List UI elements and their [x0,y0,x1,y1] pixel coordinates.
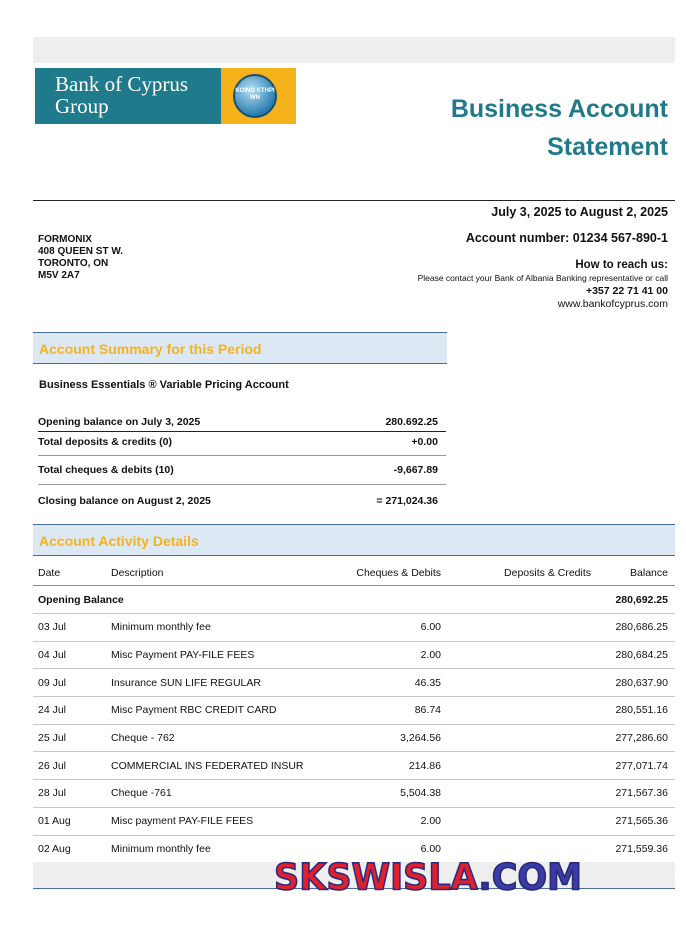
txn-balance: 277,071.74 [615,759,668,772]
account-number: Account number: 01234 567-890-1 [465,231,668,245]
txn-balance: 280,637.90 [615,676,668,689]
summary-row [38,432,446,456]
table-row [33,642,675,670]
txn-description: COMMERCIAL INS FEDERATED INSUR [111,759,304,772]
summary-row [38,456,446,485]
page-title [451,90,668,166]
logo-line-2: Group [55,94,109,118]
summary-value: +0.00 [411,436,438,448]
contact-note: Please contact your Bank of Albania Banking representative or call [417,273,668,283]
watermark-tld: COM [491,857,582,899]
address-city: TORONTO, ON [38,258,109,269]
logo-wordmark [35,68,221,124]
table-row [33,808,675,836]
txn-description: Insurance SUN LIFE REGULAR [111,676,261,689]
txn-debit: 6.00 [420,842,441,855]
customer-address [38,234,123,282]
customer-name: FORMONIX [38,234,92,245]
txn-debit: 5,504.38 [400,787,441,800]
txn-balance: 280,551.16 [615,704,668,717]
txn-description: Misc payment PAY-FILE FEES [111,815,254,828]
summary-row [38,412,446,432]
txn-debit: 6.00 [420,621,441,634]
opening-balance-row [33,586,675,614]
address-street: 408 QUEEN ST W. [38,246,124,257]
coin-emblem-icon: KOINO KTHPI WN [233,74,277,118]
summary-value: 280.692.25 [385,416,438,428]
col-description: Description [111,566,164,579]
txn-date: 09 Jul [38,676,67,689]
summary-label: Closing balance on August 2, 2025 [38,495,211,507]
statement-period: July 3, 2025 to August 2, 2025 [491,205,668,219]
title-line-2: Statement [547,133,668,161]
summary-value: -9,667.89 [393,464,438,476]
contact-website: www.bankofcyprus.com [557,298,668,310]
txn-description: Cheque - 762 [111,732,175,745]
watermark-main: SKSWISLA [274,857,479,899]
summary-label: Total cheques & debits (10) [38,464,174,476]
col-debits: Cheques & Debits [356,566,441,579]
table-row [33,669,675,697]
txn-balance: 271,559.36 [615,842,668,855]
txn-debit: 2.00 [420,815,441,828]
col-balance: Balance [630,566,668,579]
activity-rows [33,614,675,863]
txn-date: 01 Aug [38,815,71,828]
txn-description: Minimum monthly fee [111,621,211,634]
txn-balance: 271,567.36 [615,787,668,800]
account-type: Business Essentials ® Variable Pricing Account [39,379,289,391]
col-credits: Deposits & Credits [504,566,591,579]
txn-debit: 214.86 [408,759,441,772]
opening-balance: 280,692.25 [615,593,668,606]
watermark-dot: . [478,857,492,899]
summary-table [38,412,446,512]
txn-date: 04 Jul [38,649,67,662]
summary-value: = 271,024.36 [376,495,438,507]
txn-description: Misc Payment PAY-FILE FEES [111,649,255,662]
txn-description: Misc Payment RBC CREDIT CARD [111,704,277,717]
txn-description: Cheque -761 [111,787,172,800]
header-band [33,37,675,63]
txn-balance: 280,684.25 [615,649,668,662]
watermark [274,857,582,899]
opening-label: Opening Balance [38,593,124,606]
txn-debit: 46.35 [414,676,441,689]
activity-heading: Account Activity Details [33,524,675,556]
address-postal: M5V 2A7 [38,270,80,281]
logo-badge [221,68,296,124]
contact-info [418,259,668,311]
table-row [33,697,675,725]
txn-balance: 271,565.36 [615,815,668,828]
title-line-1: Business Account [450,95,668,123]
summary-label: Total deposits & credits (0) [38,436,172,448]
table-row [33,780,675,808]
table-row [33,752,675,780]
txn-debit: 3,264.56 [400,732,441,745]
txn-balance: 280,686.25 [615,621,668,634]
table-row [33,725,675,753]
summary-row [38,485,446,512]
txn-debit: 2.00 [420,649,441,662]
contact-phone: +357 22 71 41 00 [585,285,668,297]
summary-label: Opening balance on July 3, 2025 [38,416,201,428]
table-header [33,560,675,586]
table-row [33,614,675,642]
txn-balance: 277,286.60 [615,732,668,745]
txn-description: Minimum monthly fee [111,842,211,855]
txn-date: 03 Jul [38,621,67,634]
txn-date: 26 Jul [38,759,67,772]
txn-date: 24 Jul [38,704,67,717]
summary-heading: Account Summary for this Period [33,332,447,364]
txn-date: 28 Jul [38,787,67,800]
divider [33,200,675,201]
col-date: Date [38,566,61,579]
txn-date: 25 Jul [38,732,67,745]
bank-logo [35,68,296,124]
contact-heading: How to reach us: [575,259,668,271]
txn-debit: 86.74 [414,704,441,717]
txn-date: 02 Aug [38,842,71,855]
activity-table [33,560,675,863]
logo-line-1: Bank of Cyprus [55,72,188,96]
